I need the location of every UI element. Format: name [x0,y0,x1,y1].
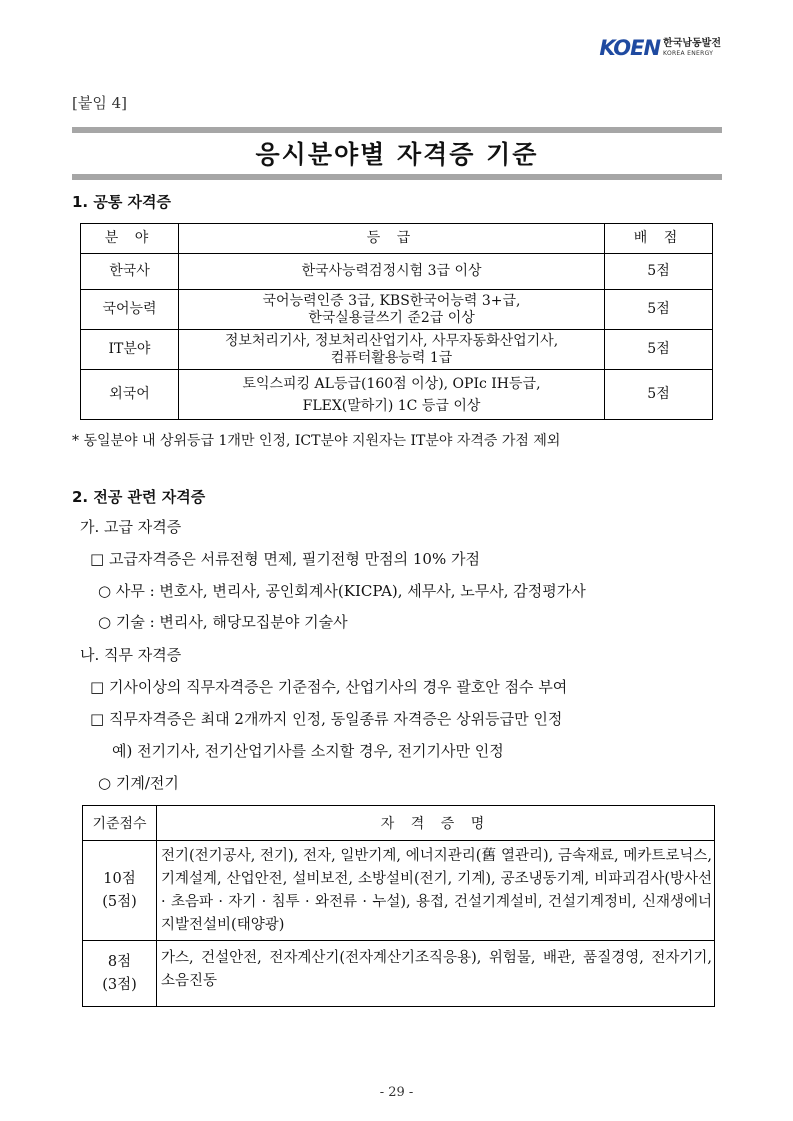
row-grade [179,290,605,330]
job-cert-table [82,805,715,1007]
section2-title: 2. 전공 관련 자격증 [72,488,206,506]
table-row [81,370,713,420]
row-certs: 가스, 건설안전, 전자계산기(전자계산기조직응용), 위험물, 배관, 품질경영, 전자기기, 소음진동 [157,941,715,1007]
row-grade [179,370,605,420]
score-sub: (3점) [102,976,137,993]
row-score [83,941,157,1007]
grade-line: 한국실용글쓰기 준2급 이상 [308,309,475,326]
koen-logo [599,36,721,60]
logo-text [663,39,721,57]
grade-line: 컴퓨터활용능력 1급 [330,349,453,366]
table-row [83,941,715,1007]
header-field: 분 야 [81,224,179,254]
page-title: 응시분야별 자격증 기준 [255,140,539,169]
logo-korean: 한국남동발전 [663,38,721,49]
row-field: 한국사 [81,254,179,290]
table-row [81,254,713,290]
score-sub: (5점) [102,893,137,910]
logo-english: KOREA ENERGY [663,50,714,57]
grade-line: FLEX(말하기) 1C 등급 이상 [302,397,481,414]
attachment-label: [붙임 4] [72,94,127,112]
row-field: 국어능력 [81,290,179,330]
row-certs: 전기(전기공사, 전기), 전자, 일반기계, 에너지관리(舊 열관리), 금속재료, 메카트로닉스, 기계설계, 산업안전, 설비보전, 소방설비(전기, 기계), 공조냉동기계, 비파괴검사(방사선 · 초음파 · 자기 · 침투 · 와전류 · 누설), 용접, 건설기계설비, 건설기계정비, 신재생에너지발전설비(태양광) [157,841,715,941]
job-bullet-2: □ 직무자격증은 최대 2개까지 인정, 동일종류 자격증은 상위등급만 인정 [90,710,563,728]
score-main: 10점 [103,870,136,887]
row-score: 5점 [605,370,713,420]
grade-line: 국어능력인증 3급, KBS한국어능력 3+급, [262,292,521,309]
grade-line: 토익스피킹 AL등급(160점 이상), OPIc IH등급, [242,375,541,392]
common-cert-note: * 동일분야 내 상위등급 1개만 인정, ICT분야 지원자는 IT분야 자격증 가점 제외 [72,433,561,449]
subsection-job: 나. 직무 자격증 [80,646,182,664]
table-row [81,330,713,370]
row-score: 5점 [605,290,713,330]
row-grade [179,254,605,290]
job-bullet-1: □ 기사이상의 직무자격증은 기준점수, 산업기사의 경우 괄호안 점수 부여 [90,678,568,696]
advanced-bullet: □ 고급자격증은 서류전형 면제, 필기전형 만점의 10% 가점 [90,550,480,568]
advanced-office: ○ 사무 : 변호사, 변리사, 공인회계사(KICPA), 세무사, 노무사, 감정평가사 [98,582,586,600]
title-bar-top [72,127,722,133]
page-number: - 29 - [379,1085,414,1100]
header-base-score: 기준점수 [83,806,157,841]
common-cert-table [80,223,713,420]
row-score: 5점 [605,254,713,290]
header-grade: 등 급 [179,224,605,254]
table-row [81,290,713,330]
row-grade [179,330,605,370]
row-field: 외국어 [81,370,179,420]
table-row [83,841,715,941]
job-category: ○ 기계/전기 [98,774,179,792]
row-field: IT분야 [81,330,179,370]
title-bar-bottom [72,174,722,180]
row-score [83,841,157,941]
row-score: 5점 [605,330,713,370]
section1-title: 1. 공통 자격증 [72,193,172,211]
logo-mark: KOEN [599,36,661,60]
table-header-row [81,224,713,254]
header-cert-name: 자 격 증 명 [157,806,715,841]
job-example: 예) 전기기사, 전기산업기사를 소지할 경우, 전기기사만 인정 [112,742,504,760]
advanced-tech: ○ 기술 : 변리사, 해당모집분야 기술사 [98,613,348,631]
grade-line: 정보처리기사, 정보처리산업기사, 사무자동화산업기사, [224,332,559,349]
header-score: 배 점 [605,224,713,254]
subsection-advanced: 가. 고급 자격증 [80,518,182,536]
score-main: 8점 [107,953,132,970]
grade-line: 한국사능력검정시험 3급 이상 [301,263,482,279]
table-header-row [83,806,715,841]
